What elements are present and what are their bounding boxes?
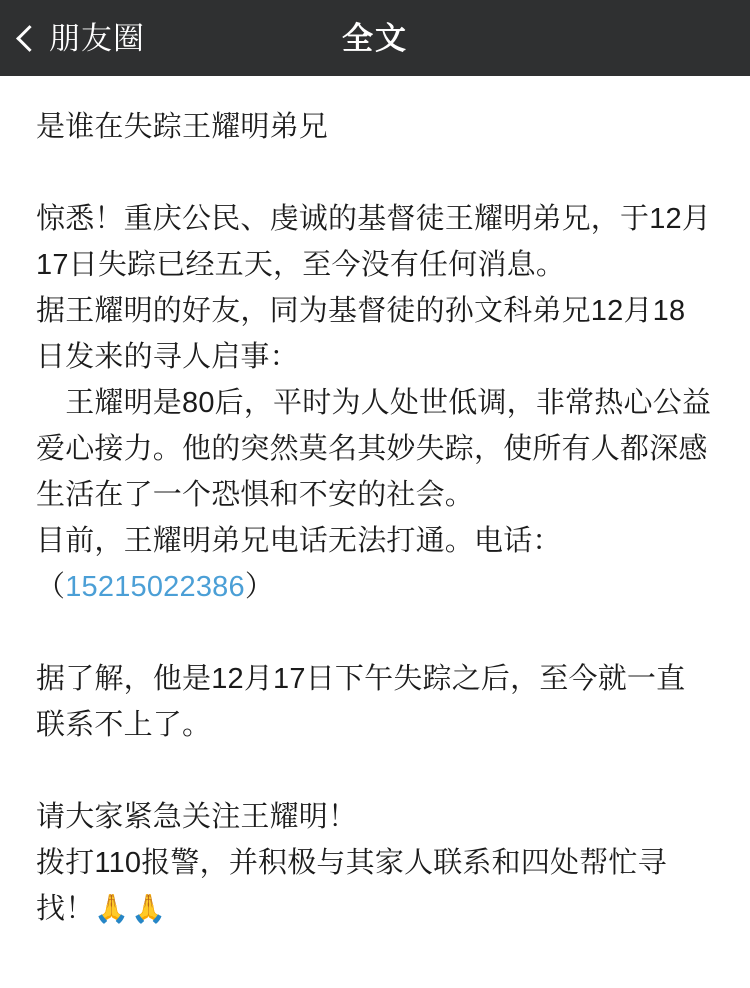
article-phone-line [36,518,714,610]
phone-number-link[interactable]: 15215022386 [65,571,245,603]
article-content [0,76,750,932]
article-paragraph-3: 王耀明是80后，平时为人处世低调，非常热心公益爱心接力。他的突然莫名其妙失踪，使所有人都深感生活在了一个恐惧和不安的社会。 [36,387,712,511]
page-title: 全文 [342,20,408,56]
article-paragraph-after-phone: 据了解，他是12月17日下午失踪之后，至今就一直联系不上了。 [36,663,686,741]
back-button[interactable] [14,0,151,76]
call-to-action-2-text: 拨打110报警，并积极与其家人联系和四处帮忙寻找！ [36,847,667,925]
article-paragraph-2: 据王耀明的好友，同为基督徒的孙文科弟兄12月18日发来的寻人启事： [36,295,686,373]
paragraph-spacer-2 [36,748,714,794]
phone-line-suffix: ） [244,571,275,603]
praying-hands-emoji: 🙏🙏 [94,893,169,924]
back-button-label: 朋友圈 [49,20,145,56]
phone-line-prefix: 目前，王耀明弟兄电话无法打通。电话：（ [36,525,562,603]
article-paragraph-1: 惊悉！重庆公民、虔诚的基督徒王耀明弟兄，于12月17日失踪已经五天，至今没有任何消息。 [36,203,712,281]
article-call-to-action-1: 请大家紧急关注王耀明！ [36,801,358,833]
chevron-left-icon [16,25,43,52]
article-title: 是谁在失踪王耀明弟兄 [36,111,329,143]
paragraph-spacer-1 [36,610,714,656]
navigation-bar [0,0,750,76]
article-call-to-action-2 [36,840,714,932]
